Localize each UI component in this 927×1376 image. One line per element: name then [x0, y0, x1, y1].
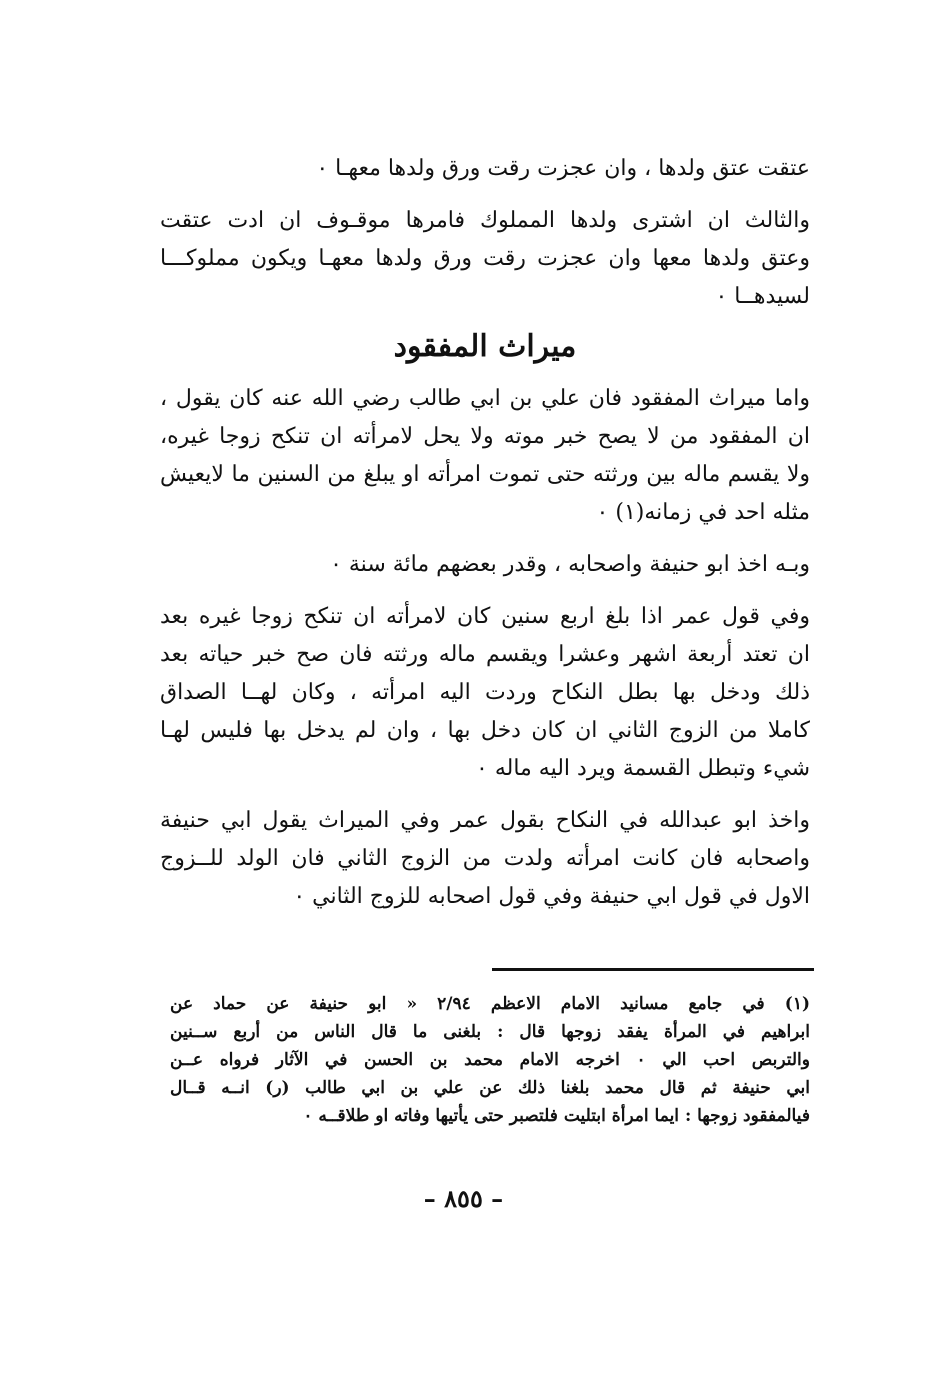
paragraph: [160, 802, 810, 916]
text-line: شيء وتبطل القسمة ويرد اليه ماله ٠: [476, 756, 810, 781]
section-heading: ميراث المفقود: [393, 329, 577, 364]
main-text: [160, 150, 810, 916]
text-line: وبـه اخذ ابو حنيفة واصحابه ، وقدر بعضهم مائة سنة ٠: [330, 552, 810, 577]
footnote-line: (١) في جامع مسانيد الامام الاعظم ٢/٩٤ « ابو حنيفة عن حماد عن: [170, 994, 810, 1014]
text-line: ان تعتد أربعة اشهر وعشرا ويقسم ماله ورثته فان صح خبر حياته بعد: [160, 642, 810, 667]
text-line: كاملا من الزوج الثاني ان كان دخل بها ، وان لم يدخل بها فليس لهـا: [160, 718, 810, 743]
footnote-line: ابراهيم في المرأة يفقد زوجها قال : بلغنى ما قال الناس من أربع ســنين: [170, 1022, 810, 1042]
footnote-line: فيالمفقود زوجها : ايما امرأة ابتليت فلتصبر حتى يأتيها وفاته او طلاقــه ٠: [303, 1106, 810, 1126]
footnote: [170, 990, 810, 1130]
text-line: الاول في قول ابي حنيفة وفي قول اصحابه للزوج الثاني ٠: [293, 884, 810, 909]
text-line: واما ميراث المفقود فان علي بن ابي طالب رضي الله عنه كان يقول ،: [160, 386, 810, 411]
text-line: واصحابه فان كانت امرأته ولدت من الزوج الثاني فان الولد للــزوج: [160, 846, 810, 871]
text-line: وعتق ولدها معها وان عجزت رقت ورق ولدها معهـا ويكون مملوكـــا: [160, 246, 810, 271]
text-line: عتقت عتق ولدها ، وان عجزت رقت ورق ولدها معهـا ٠: [316, 156, 810, 181]
text-line: مثله احد في زمانه(١) ٠: [596, 500, 810, 525]
text-line: ذلك ودخل بها بطل النكاح وردت اليه امرأته ، وكان لهــا الصداق: [160, 680, 810, 705]
text-line: ولا يقسم ماله بين ورثته حتى تموت امرأته او يبلغ من السنين ما لايعيش: [160, 462, 810, 487]
text-line: ان المفقود من لا يصح خبر موته ولا يحل لامرأته ان تنكح زوجا غيره،: [160, 424, 810, 449]
text-line: لسيدهــا ٠: [715, 284, 810, 309]
footnote-separator: [492, 968, 814, 971]
paragraph: [160, 202, 810, 316]
text-line: والثالث ان اشترى ولدها المملوك فامرها موقـوف ان ادت عتقت: [160, 208, 810, 233]
text-line: وفي قول عمر اذا بلغ اربع سنين كان لامرأته ان تنكح زوجا غيره بعد: [160, 604, 810, 629]
page-number: – ٨٥٥ –: [423, 1184, 504, 1213]
paragraph: [160, 150, 810, 188]
footnote-line: ابي حنيفة ثم قال محمد بلغنا ذلك عن علي بن ابي طالب (ر) انــه قــال: [170, 1078, 810, 1098]
text-line: واخذ ابو عبدالله في النكاح بقول عمر وفي الميراث يقول ابي حنيفة: [160, 808, 810, 833]
paragraph: [160, 380, 810, 532]
paragraph: [160, 546, 810, 584]
paragraph: [160, 598, 810, 788]
footnote-line: والتربص احب الي ٠ اخرجه الامام محمد بن الحسن في الآثار فرواه عــن: [170, 1050, 810, 1070]
